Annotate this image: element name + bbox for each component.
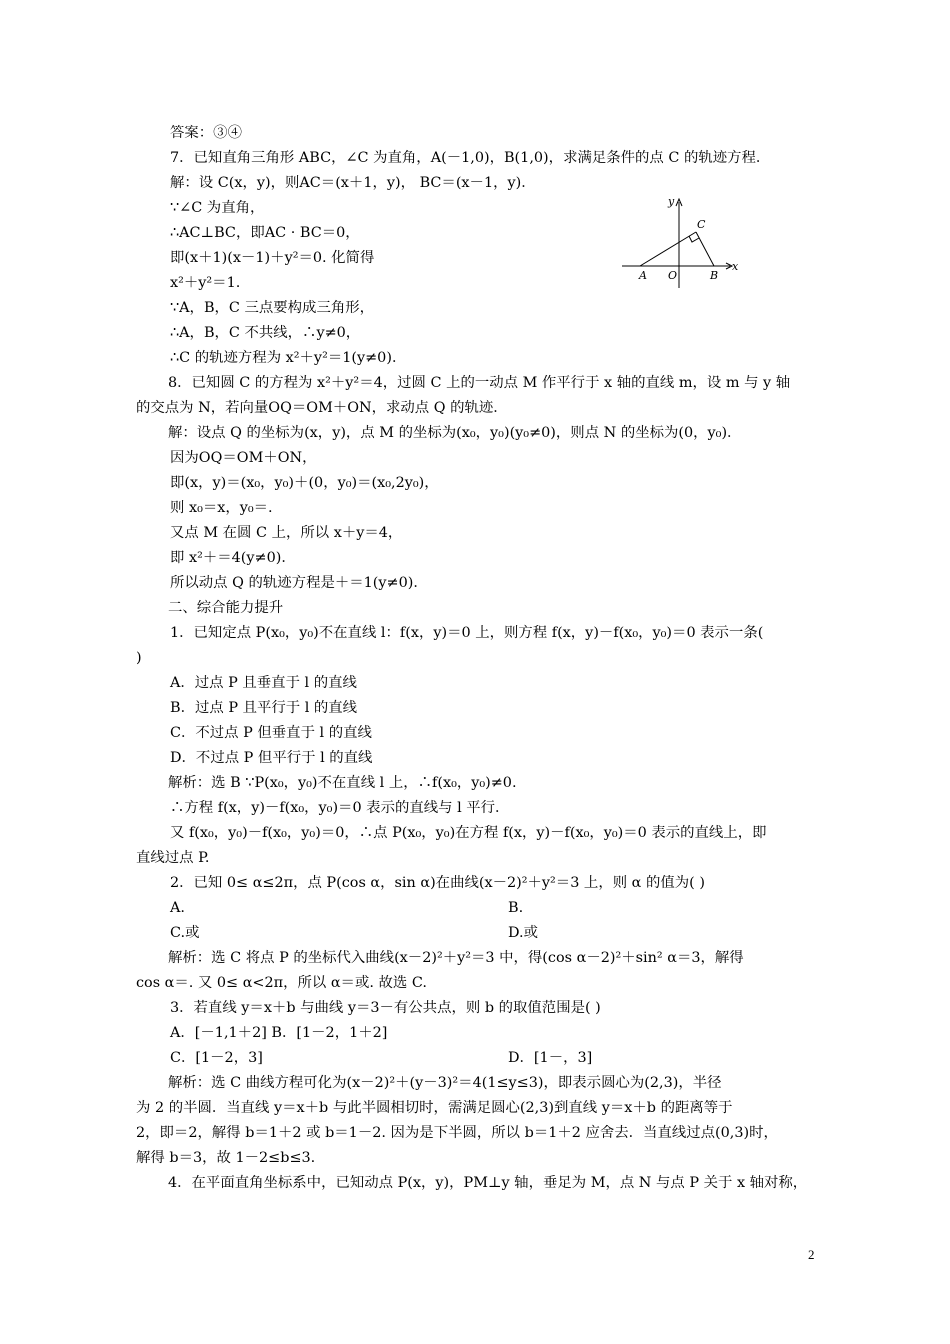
- option-a: A.: [170, 900, 185, 916]
- solution-line: 即(x＋1)(x－1)＋y²＝0. 化简得: [170, 250, 375, 266]
- label-y: y: [668, 195, 675, 208]
- question-2-statement: 2．已知 0≤ α≤2π，点 P(cos α，sin α)在曲线(x－2)²＋y²＝3 上，则 α 的值为( ): [170, 875, 705, 891]
- option-a: A．过点 P 且垂直于 l 的直线: [170, 675, 357, 691]
- label-o: O: [668, 269, 678, 282]
- analysis-line: 又 f(x₀，y₀)－f(x₀，y₀)＝0，∴点 P(x₀，y₀)在方程 f(x，y)－f(x₀，y₀)＝0 表示的直线上，即: [170, 825, 767, 841]
- problem-7-statement: 7．已知直角三角形 ABC，∠C 为直角，A(－1,0)，B(1,0)，求满足条件的点 C 的轨迹方程．: [170, 150, 771, 166]
- analysis-line: 直线过点 P.: [136, 850, 210, 866]
- analysis-line: 2，即＝2，解得 b＝1＋2 或 b＝1－2. 因为是下半圆，所以 b＝1＋2 应舍去．当直线过点(0,3)时，: [136, 1125, 778, 1141]
- option-c: C.或: [170, 925, 200, 941]
- solution-line: ∵A，B，C 三点要构成三角形，: [170, 300, 375, 316]
- analysis-line: 为 2 的半圆．当直线 y＝x＋b 与此半圆相切时，需满足圆心(2,3)到直线 y＝x＋b 的距离等于: [136, 1100, 733, 1116]
- solution-line: ∵∠C 为直角，: [170, 200, 265, 216]
- page-number: 2: [808, 1247, 815, 1262]
- solution-line: 即(x，y)＝(x₀，y₀)＋(0，y₀)＝(x₀,2y₀)，: [170, 475, 439, 491]
- solution-line: 即 x²＋＝4(y≠0)．: [170, 550, 296, 566]
- solution-line: ∴AC⊥BC，即AC · BC＝0，: [170, 225, 360, 241]
- solution-line: ∴C 的轨迹方程为 x²＋y²＝1(y≠0)．: [170, 350, 407, 366]
- analysis-line: 解析：选 B ∵P(x₀，y₀)不在直线 l 上，∴f(x₀，y₀)≠0.: [168, 775, 517, 791]
- analysis-line: cos α＝. 又 0≤ α<2π，所以 α＝或. 故选 C.: [136, 975, 427, 991]
- label-b: B: [710, 269, 719, 282]
- problem-8-statement-cont: 的交点为 N，若向量OQ＝OM＋ON，求动点 Q 的轨迹．: [136, 400, 508, 416]
- right-angle-mark: [689, 236, 699, 242]
- solution-line: 则 x₀＝x，y₀＝.: [170, 500, 273, 516]
- segment-ac: [640, 232, 696, 266]
- analysis-line: 解析：选 C 曲线方程可化为(x－2)²＋(y－3)²＝4(1≤y≤3)，即表示圆心为(2,3)，半径: [168, 1075, 722, 1091]
- solution-line: 解：设 C(x，y)，则AC＝(x＋1，y)， BC＝(x－1，y)．: [170, 175, 536, 191]
- label-c: C: [697, 218, 706, 231]
- option-d: D．不过点 P 但平行于 l 的直线: [170, 750, 373, 766]
- analysis-line: ∴方程 f(x，y)－f(x₀，y₀)＝0 表示的直线与 l 平行．: [170, 800, 510, 816]
- option-c: C．[1－2，3]: [170, 1050, 263, 1066]
- solution-line: 解：设点 Q 的坐标为(x，y)，点 M 的坐标为(x₀，y₀)(y₀≠0)，则点 N 的坐标为(0，y₀)．: [168, 425, 742, 441]
- solution-line: 因为OQ＝OM＋ON，: [170, 450, 317, 466]
- solution-line: ∴A，B，C 不共线，∴y≠0，: [170, 325, 361, 341]
- question-1-statement: 1．已知定点 P(x₀，y₀)不在直线 l：f(x，y)＝0 上，则方程 f(x，y)－f(x₀，y₀)＝0 表示一条(: [170, 625, 764, 641]
- analysis-line: 解得 b＝3，故 1－2≤b≤3.: [136, 1150, 316, 1166]
- problem-8-statement: 8．已知圆 C 的方程为 x²＋y²＝4，过圆 C 上的一动点 M 作平行于 x 轴的直线 m，设 m 与 y 轴: [168, 375, 791, 391]
- option-b: B.: [508, 900, 524, 916]
- question-1-statement-cont: ): [136, 650, 142, 666]
- answer-line: 答案：③④: [170, 125, 242, 141]
- solution-line: 所以动点 Q 的轨迹方程是＋＝1(y≠0)．: [170, 575, 428, 591]
- option-b: B．过点 P 且平行于 l 的直线: [170, 700, 358, 716]
- option-c: C．不过点 P 但垂直于 l 的直线: [170, 725, 372, 741]
- solution-line: 又点 M 在圆 C 上，所以 x＋y＝4，: [170, 525, 403, 541]
- options-a-b: A．[－1,1＋2] B．[1－2，1＋2]: [170, 1025, 388, 1041]
- solution-line: x²＋y²＝1.: [170, 275, 241, 291]
- label-a: A: [639, 269, 647, 282]
- analysis-line: 解析：选 C 将点 P 的坐标代入曲线(x－2)²＋y²＝3 中，得(cos α－2)²＋sin² α＝3，解得: [168, 950, 744, 966]
- section-heading: 二、综合能力提升: [168, 600, 284, 616]
- option-d: D．[1－，3]: [508, 1050, 593, 1066]
- question-4-statement: 4．在平面直角坐标系中，已知动点 P(x，y)，PM⊥y 轴，垂足为 M，点 N 与点 P 关于 x 轴对称，: [168, 1175, 808, 1191]
- right-triangle-figure: [622, 194, 744, 288]
- option-d: D.或: [508, 925, 538, 941]
- label-x: x: [732, 260, 739, 273]
- question-3-statement: 3．若直线 y＝x＋b 与曲线 y＝3－有公共点，则 b 的取值范围是( ): [170, 1000, 601, 1016]
- segment-bc: [696, 232, 714, 266]
